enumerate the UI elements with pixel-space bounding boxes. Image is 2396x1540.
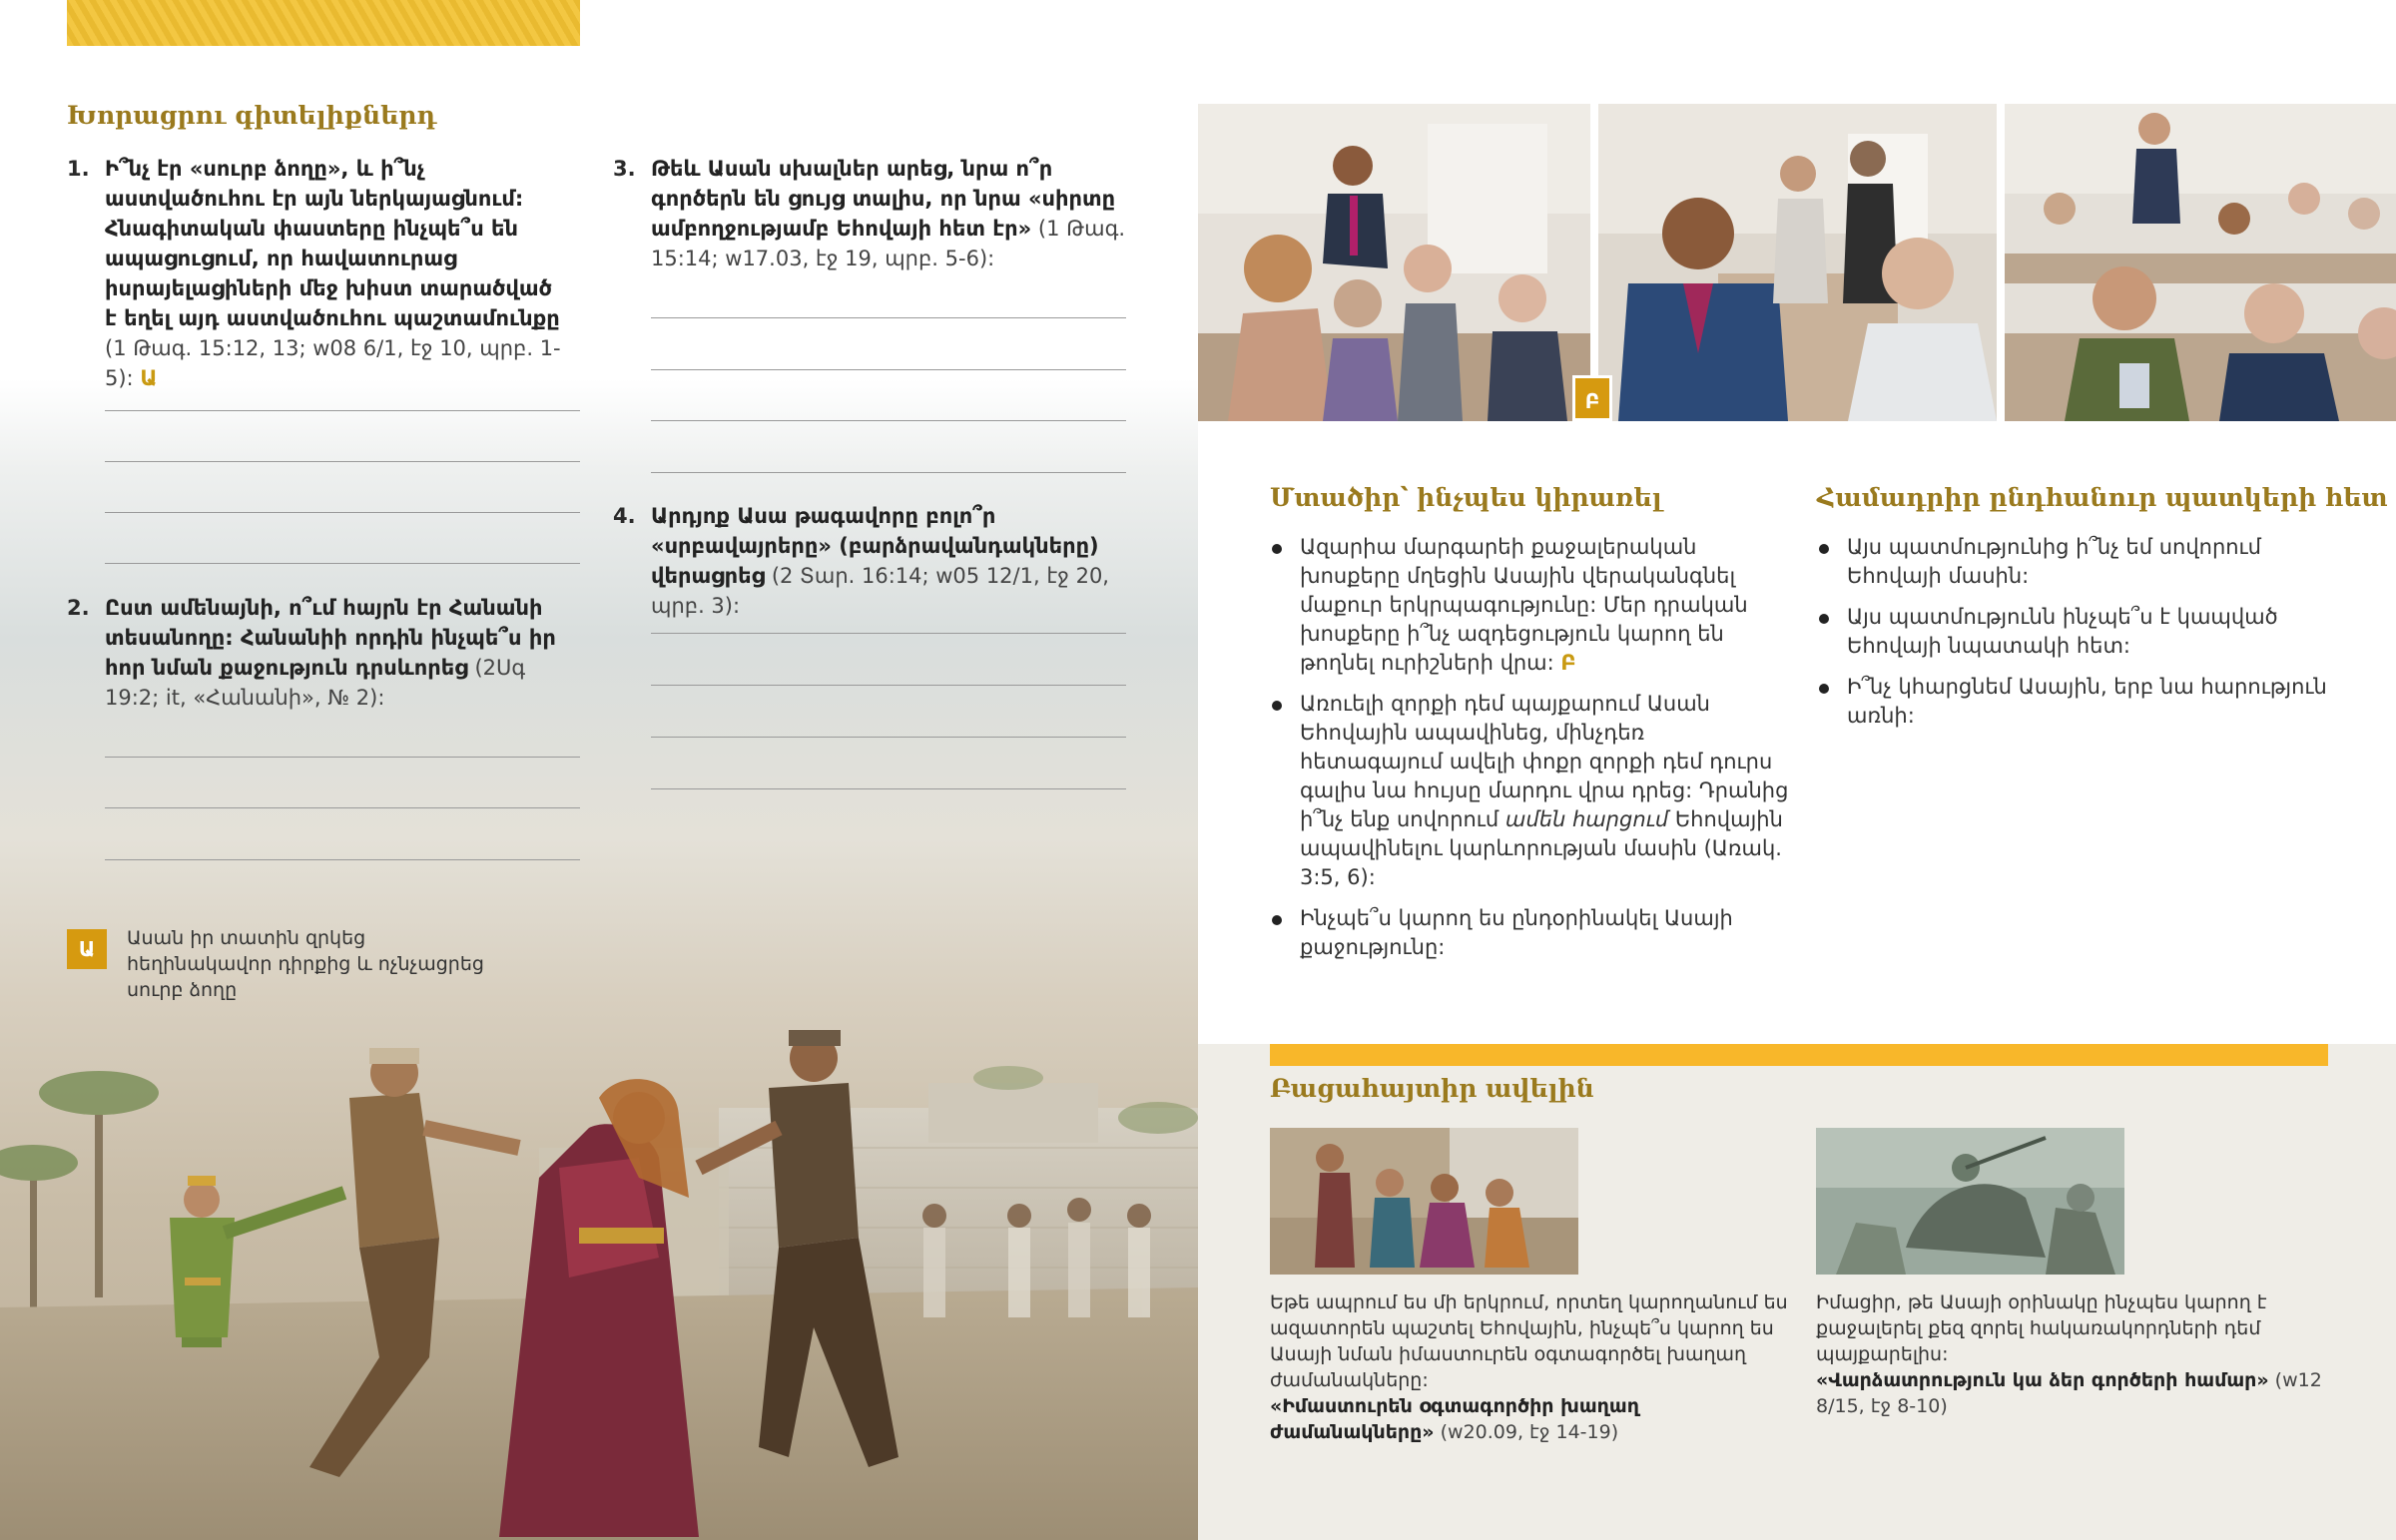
answer-line[interactable] [105, 859, 580, 860]
list-item: Այս պատմությունից ի՞նչ եմ սովորում Եհովայի մասին: [1817, 533, 2336, 591]
right-page [1198, 0, 2396, 1540]
explore-item-text: Իմացիր, թե Ասայի օրինակը ինչպես կարող է քաջալերել քեզ զորել հակառակորդների դեմ պայքարելիս: [1816, 1291, 2267, 1365]
question-reference: (1 Թագ. 15:14; w17.03, էջ 19, պրբ. 5-6): [651, 217, 1126, 270]
question-number: 1. [67, 157, 90, 181]
apply-title: Մտածիր՝ ինչպես կիրառել [1270, 483, 1662, 512]
question-text: Ըստ ամենայնի, ո՞ւմ հայրն էր Հանանի տեսանողը: Հանանիի որդին ինչպե՞ս իր հոր նման քաջություն դրսևորեց [105, 596, 556, 680]
pictures-list [1817, 533, 2336, 743]
badge-a: Ա [67, 929, 107, 969]
answer-line[interactable] [105, 807, 580, 808]
answer-line[interactable] [651, 685, 1126, 686]
answer-line[interactable] [651, 633, 1126, 634]
asa-removes-grandmother-illustration [0, 978, 1198, 1540]
study-title: Խորացրու գիտելիքներդ [67, 101, 437, 130]
picture-marker-a: Ա [140, 366, 158, 390]
list-item: Ի՞նչ կհարցնեմ Ասային, երբ նա հարություն առնի: [1817, 673, 2336, 731]
list-item [1270, 904, 1789, 962]
explore-item-1 [1270, 1289, 1789, 1445]
question-1 [67, 154, 564, 393]
answer-line[interactable] [651, 788, 1126, 789]
answer-line[interactable] [651, 420, 1126, 421]
list-item-text: Ինչպե՞ս կարող ես ընդօրինակել Ասայի քաջությունը: [1300, 906, 1733, 959]
list-item-text: Եհովային ապավինելու կարևորության մասին (Առակ. 3:5, 6): [1300, 807, 1783, 889]
badge-b: Բ [1572, 375, 1612, 421]
answer-line[interactable] [651, 737, 1126, 738]
answer-line[interactable] [105, 512, 580, 513]
meeting-audience-photo [1198, 104, 1590, 421]
article-reference: (w12 8/15, էջ 8-10) [1816, 1369, 2322, 1417]
question-number: 4. [613, 504, 636, 528]
question-reference: (2Սգ 19:2; it, «Հանանի», № 2): [105, 656, 526, 710]
attendee-comment-photo [1598, 104, 1997, 421]
explore-title: Բացահայտիր ավելին [1270, 1074, 1594, 1103]
question-2 [67, 593, 564, 713]
question-3 [613, 154, 1130, 273]
question-reference: (1 Թագ. 15:12, 13; w08 6/1, էջ 10, պրբ. 1-5): [105, 336, 561, 390]
peaceful-times-article-thumbnail[interactable] [1270, 1128, 1578, 1275]
explore-item-text: Եթե ապրում ես մի երկրում, որտեղ կարողանում ես ազատորեն պաշտել Եհովային, ինչպե՞ս կարող ես Ասայի նման իմաստուրեն օգտագործել խաղաղ ժամանակները: [1270, 1291, 1788, 1391]
article-link[interactable]: «Վարձատրություն կա ձեր գործերի համար» [1816, 1369, 2269, 1391]
answer-line[interactable] [651, 317, 1126, 318]
caption-a-text: Ասան իր տատին զրկեց հեղինակավոր դիրքից և ոչնչացրեց սուրբ ձողը [127, 927, 484, 1001]
audience-listening-photo [2005, 104, 2396, 421]
apply-list [1270, 533, 1789, 974]
answer-line[interactable] [105, 410, 580, 411]
list-item [1270, 533, 1789, 678]
question-number: 2. [67, 596, 90, 620]
question-text: Արդյոք Ասա թագավորը բոլո՞ր «սրբավայրերը» (բարձրավանդակները) վերացրեց [651, 504, 1099, 588]
question-number: 3. [613, 157, 636, 181]
explore-accent-bar [1270, 1044, 2328, 1066]
answer-line[interactable] [651, 369, 1126, 370]
question-reference: (2 Տար. 16:14; w05 12/1, էջ 20, պրբ. 3): [651, 564, 1109, 618]
picture-marker-b: Բ [1560, 651, 1576, 675]
answer-line[interactable] [105, 563, 580, 564]
pictures-title: Համադրիր ընդհանուր պատկերի հետ [1817, 483, 2388, 512]
answer-line[interactable] [651, 472, 1126, 473]
emphasis-text: ամեն հարցում [1504, 807, 1669, 831]
list-item-text: Առուելի զորքի դեմ պայքարում Ասան Եհովային ապավինեց, մինչդեռ հետագայում ավելի փոքր զորքի դեմ դուրս գալիս նա հույսը մարդու վրա դրեց: Դրանից ի՞նչ ենք սովորում [1300, 692, 1789, 831]
list-item [1270, 690, 1789, 892]
explore-item-2 [1816, 1289, 2335, 1419]
top-accent-bar [67, 0, 580, 46]
article-reference: (w20.09, էջ 14-19) [1434, 1421, 1619, 1443]
answer-line[interactable] [105, 757, 580, 758]
article-link[interactable]: «Իմաստուրեն օգտագործիր խաղաղ ժամանակները» [1270, 1395, 1639, 1443]
question-text: Ի՞նչ էր «սուրբ ձողը», և ի՞նչ աստվածուհու էր այն ներկայացնում: Հնագիտական փաստերը ինչպե՞ս են ապացուցում, որ հավատուրաց իսրայելացիների մեջ խիստ տարածված է եղել այդ աստվածուհու պաշտամունքը [105, 157, 560, 330]
question-4 [613, 501, 1130, 621]
answer-line[interactable] [105, 461, 580, 462]
work-reward-article-thumbnail[interactable] [1816, 1128, 2124, 1275]
question-text: Թեև Ասան սխալներ արեց, նրա ո՞ր գործերն են ցույց տալիս, որ նրա «սիրտը ամբողջությամբ Եհովայի հետ էր» [651, 157, 1116, 241]
list-item-text: Ազարիա մարգարեի քաջալերական խոսքերը մղեցին Ասային վերականգնել մաքուր երկրպագությունը: Մեր դրական խոսքերը ի՞նչ ազդեցություն կարող են թողնել ուրիշների վրա: [1300, 535, 1748, 675]
list-item: Այս պատմությունն ինչպե՞ս է կապված Եհովայի նպատակի հետ: [1817, 603, 2336, 661]
